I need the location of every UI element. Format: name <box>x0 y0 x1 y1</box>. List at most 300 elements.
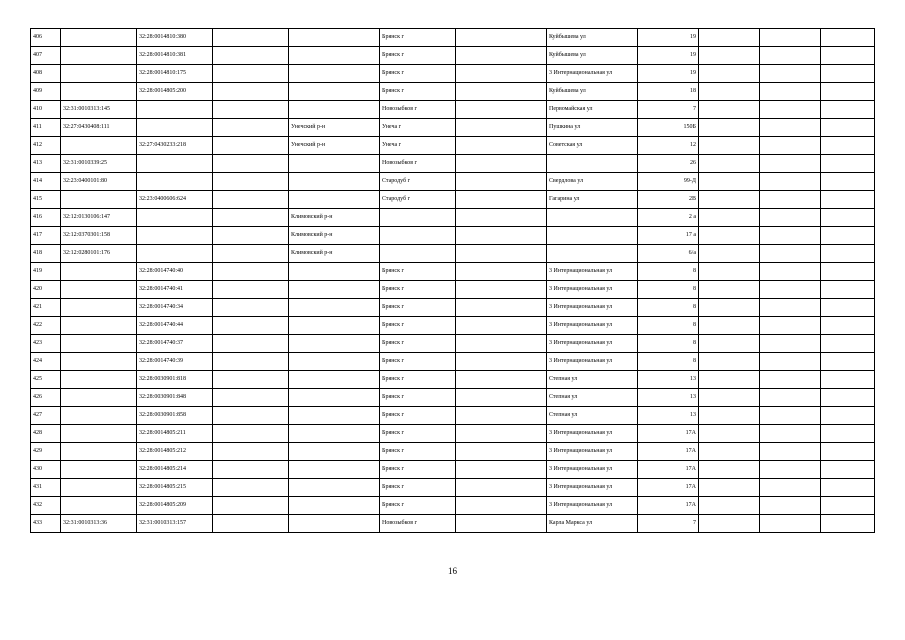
cell-cell <box>213 479 289 497</box>
house-number-cell: 26 <box>638 155 699 173</box>
cell-cell <box>760 389 821 407</box>
cell-cell <box>456 353 547 371</box>
house-number-cell: 8 <box>638 317 699 335</box>
cell-cell <box>821 209 875 227</box>
house-number-cell: 2 а <box>638 209 699 227</box>
cell-cell <box>760 245 821 263</box>
cell-cell <box>456 29 547 47</box>
cell-cell <box>760 83 821 101</box>
table-row <box>31 497 875 515</box>
row-number-cell: 431 <box>31 479 61 497</box>
street-cell: Первомайская ул <box>547 101 638 119</box>
street-cell: 3 Интернациональная ул <box>547 263 638 281</box>
row-number-cell: 432 <box>31 497 61 515</box>
cell-cell <box>699 389 760 407</box>
street-cell: Свердлова ул <box>547 173 638 191</box>
row-number-cell: 413 <box>31 155 61 173</box>
cadastral-number-2-cell: 32:28:0014805:211 <box>137 425 213 443</box>
cell-cell <box>699 191 760 209</box>
house-number-cell: 17А <box>638 461 699 479</box>
cell-cell <box>456 443 547 461</box>
cell-cell <box>699 479 760 497</box>
locality-cell <box>380 209 456 227</box>
table-row <box>31 317 875 335</box>
table-row <box>31 209 875 227</box>
row-number-cell: 433 <box>31 515 61 533</box>
cell-cell <box>213 299 289 317</box>
cadastral-number-2-cell: 32:28:0030901:858 <box>137 407 213 425</box>
cell-cell <box>699 461 760 479</box>
locality-cell: Новозыбков г <box>380 101 456 119</box>
district-cell: Климовский р-н <box>289 245 380 263</box>
row-number-cell: 429 <box>31 443 61 461</box>
cell-cell <box>760 173 821 191</box>
cadastral-number-cell <box>61 443 137 461</box>
cadastral-number-cell <box>61 335 137 353</box>
street-cell: 3 Интернациональная ул <box>547 497 638 515</box>
cadastral-number-2-cell: 32:28:0014740:41 <box>137 281 213 299</box>
cell-cell <box>213 371 289 389</box>
row-number-cell: 411 <box>31 119 61 137</box>
cell-cell <box>213 65 289 83</box>
page-number: 16 <box>448 566 457 576</box>
cell-cell <box>213 137 289 155</box>
row-number-cell: 412 <box>31 137 61 155</box>
street-cell <box>547 227 638 245</box>
house-number-cell: 7 <box>638 101 699 119</box>
district-cell <box>289 407 380 425</box>
cell-cell <box>456 119 547 137</box>
cell-cell <box>821 497 875 515</box>
cadastral-number-2-cell: 32:28:0014740:39 <box>137 353 213 371</box>
street-cell: Куйбышева ул <box>547 47 638 65</box>
house-number-cell: 8 <box>638 353 699 371</box>
row-number-cell: 409 <box>31 83 61 101</box>
cell-cell <box>456 83 547 101</box>
cadastral-number-cell: 32:12:0130106:147 <box>61 209 137 227</box>
locality-cell: Стародуб г <box>380 191 456 209</box>
table-row <box>31 425 875 443</box>
cell-cell <box>821 47 875 65</box>
district-cell <box>289 299 380 317</box>
cell-cell <box>699 209 760 227</box>
house-number-cell: 8 <box>638 335 699 353</box>
row-number-cell: 418 <box>31 245 61 263</box>
table-body <box>31 29 875 533</box>
cell-cell <box>456 173 547 191</box>
district-cell <box>289 353 380 371</box>
locality-cell: Брянск г <box>380 479 456 497</box>
cell-cell <box>760 137 821 155</box>
house-number-cell: 17А <box>638 497 699 515</box>
table-row <box>31 389 875 407</box>
cell-cell <box>760 155 821 173</box>
table-row <box>31 281 875 299</box>
locality-cell: Брянск г <box>380 371 456 389</box>
cadastral-number-cell <box>61 389 137 407</box>
cadastral-number-2-cell: 32:28:0014810:380 <box>137 29 213 47</box>
locality-cell: Брянск г <box>380 443 456 461</box>
cadastral-number-cell <box>61 65 137 83</box>
district-cell <box>289 497 380 515</box>
street-cell: Карла Маркса ул <box>547 515 638 533</box>
row-number-cell: 427 <box>31 407 61 425</box>
cell-cell <box>213 317 289 335</box>
table-row <box>31 191 875 209</box>
cell-cell <box>699 263 760 281</box>
cell-cell <box>699 407 760 425</box>
house-number-cell: 8 <box>638 299 699 317</box>
locality-cell: Брянск г <box>380 83 456 101</box>
locality-cell: Унеча г <box>380 119 456 137</box>
row-number-cell: 421 <box>31 299 61 317</box>
cell-cell <box>821 191 875 209</box>
table-row <box>31 83 875 101</box>
locality-cell: Брянск г <box>380 425 456 443</box>
cell-cell <box>821 335 875 353</box>
locality-cell: Брянск г <box>380 281 456 299</box>
cell-cell <box>821 155 875 173</box>
cell-cell <box>699 299 760 317</box>
cell-cell <box>213 497 289 515</box>
district-cell: Унечский р-н <box>289 119 380 137</box>
locality-cell: Брянск г <box>380 389 456 407</box>
cadastral-number-cell: 32:31:0010339:25 <box>61 155 137 173</box>
cell-cell <box>821 29 875 47</box>
cell-cell <box>821 389 875 407</box>
cell-cell <box>456 371 547 389</box>
table-row <box>31 461 875 479</box>
row-number-cell: 425 <box>31 371 61 389</box>
table-row <box>31 119 875 137</box>
cell-cell <box>699 425 760 443</box>
cadastral-number-cell <box>61 425 137 443</box>
cell-cell <box>760 119 821 137</box>
cell-cell <box>456 425 547 443</box>
house-number-cell: 8 <box>638 281 699 299</box>
district-cell <box>289 317 380 335</box>
district-cell <box>289 155 380 173</box>
cell-cell <box>213 515 289 533</box>
cadastral-number-2-cell: 32:28:0014805:214 <box>137 461 213 479</box>
house-number-cell: 18 <box>638 83 699 101</box>
cell-cell <box>760 317 821 335</box>
district-cell <box>289 425 380 443</box>
cadastral-number-cell: 32:23:0400101:80 <box>61 173 137 191</box>
cell-cell <box>456 389 547 407</box>
cell-cell <box>456 263 547 281</box>
locality-cell: Брянск г <box>380 461 456 479</box>
row-number-cell: 415 <box>31 191 61 209</box>
street-cell <box>547 155 638 173</box>
cell-cell <box>699 173 760 191</box>
table-row <box>31 155 875 173</box>
table-row <box>31 515 875 533</box>
street-cell: 3 Интернациональная ул <box>547 281 638 299</box>
district-cell <box>289 281 380 299</box>
cadastral-number-2-cell <box>137 209 213 227</box>
cell-cell <box>760 209 821 227</box>
row-number-cell: 430 <box>31 461 61 479</box>
locality-cell: Брянск г <box>380 353 456 371</box>
district-cell <box>289 101 380 119</box>
cadastral-number-cell <box>61 317 137 335</box>
street-cell: 3 Интернациональная ул <box>547 461 638 479</box>
table-row <box>31 263 875 281</box>
cell-cell <box>456 137 547 155</box>
locality-cell <box>380 245 456 263</box>
district-cell <box>289 29 380 47</box>
cadastral-number-cell <box>61 407 137 425</box>
cell-cell <box>821 317 875 335</box>
row-number-cell: 410 <box>31 101 61 119</box>
table-row <box>31 353 875 371</box>
cell-cell <box>213 425 289 443</box>
cell-cell <box>213 263 289 281</box>
cadastral-number-cell <box>61 137 137 155</box>
cell-cell <box>760 101 821 119</box>
cell-cell <box>213 227 289 245</box>
street-cell: 3 Интернациональная ул <box>547 335 638 353</box>
cadastral-number-2-cell: 32:28:0014805:212 <box>137 443 213 461</box>
locality-cell: Стародуб г <box>380 173 456 191</box>
cell-cell <box>213 335 289 353</box>
cell-cell <box>821 101 875 119</box>
locality-cell: Новозыбков г <box>380 515 456 533</box>
cell-cell <box>456 65 547 83</box>
district-cell <box>289 263 380 281</box>
cadastral-number-2-cell <box>137 227 213 245</box>
cadastral-number-2-cell: 32:28:0014740:44 <box>137 317 213 335</box>
cadastral-number-2-cell: 32:27:0430233:218 <box>137 137 213 155</box>
cadastral-number-cell <box>61 281 137 299</box>
cell-cell <box>456 479 547 497</box>
cell-cell <box>213 407 289 425</box>
cell-cell <box>699 245 760 263</box>
house-number-cell: 13 <box>638 407 699 425</box>
locality-cell: Брянск г <box>380 65 456 83</box>
cell-cell <box>699 515 760 533</box>
house-number-cell: 99-Д <box>638 173 699 191</box>
cell-cell <box>760 479 821 497</box>
cell-cell <box>699 119 760 137</box>
cadastral-number-2-cell: 32:28:0014805:209 <box>137 497 213 515</box>
cell-cell <box>699 65 760 83</box>
cell-cell <box>213 101 289 119</box>
table-row <box>31 299 875 317</box>
cadastral-number-cell: 32:31:0010313:145 <box>61 101 137 119</box>
table-row <box>31 173 875 191</box>
cell-cell <box>213 209 289 227</box>
cell-cell <box>821 65 875 83</box>
row-number-cell: 428 <box>31 425 61 443</box>
house-number-cell: 19 <box>638 47 699 65</box>
cell-cell <box>213 83 289 101</box>
cadastral-number-2-cell: 32:28:0014740:34 <box>137 299 213 317</box>
cadastral-number-2-cell <box>137 245 213 263</box>
district-cell <box>289 389 380 407</box>
house-number-cell: 12 <box>638 137 699 155</box>
cell-cell <box>213 155 289 173</box>
cell-cell <box>213 47 289 65</box>
house-number-cell: 2В <box>638 191 699 209</box>
cadastral-number-cell: 32:27:0430408:111 <box>61 119 137 137</box>
cell-cell <box>699 497 760 515</box>
cell-cell <box>821 119 875 137</box>
cell-cell <box>760 443 821 461</box>
house-number-cell: 19 <box>638 29 699 47</box>
cadastral-number-2-cell: 32:31:0010313:157 <box>137 515 213 533</box>
cell-cell <box>760 425 821 443</box>
house-number-cell: 8 <box>638 263 699 281</box>
street-cell: 3 Интернациональная ул <box>547 353 638 371</box>
cadastral-number-2-cell <box>137 101 213 119</box>
cadastral-number-cell <box>61 29 137 47</box>
district-cell: Унечский р-н <box>289 137 380 155</box>
cell-cell <box>760 371 821 389</box>
cadastral-number-cell <box>61 191 137 209</box>
cell-cell <box>699 29 760 47</box>
table-row <box>31 137 875 155</box>
house-number-cell: 13 <box>638 389 699 407</box>
cell-cell <box>821 245 875 263</box>
street-cell <box>547 209 638 227</box>
cadastral-number-2-cell: 32:28:0014805:215 <box>137 479 213 497</box>
row-number-cell: 420 <box>31 281 61 299</box>
locality-cell: Унеча г <box>380 137 456 155</box>
cell-cell <box>213 29 289 47</box>
cell-cell <box>456 101 547 119</box>
cadastral-number-cell <box>61 83 137 101</box>
cell-cell <box>821 227 875 245</box>
district-cell <box>289 173 380 191</box>
locality-cell: Брянск г <box>380 317 456 335</box>
house-number-cell: 17А <box>638 443 699 461</box>
cadastral-number-cell: 32:12:0370301:158 <box>61 227 137 245</box>
street-cell: Куйбышева ул <box>547 83 638 101</box>
cell-cell <box>821 263 875 281</box>
cell-cell <box>821 299 875 317</box>
cell-cell <box>760 281 821 299</box>
cell-cell <box>699 227 760 245</box>
cell-cell <box>213 173 289 191</box>
district-cell: Климовский р-н <box>289 227 380 245</box>
row-number-cell: 424 <box>31 353 61 371</box>
cadastral-number-cell <box>61 263 137 281</box>
cell-cell <box>821 371 875 389</box>
district-cell <box>289 479 380 497</box>
street-cell: 3 Интернациональная ул <box>547 317 638 335</box>
cell-cell <box>213 443 289 461</box>
house-number-cell: 19 <box>638 65 699 83</box>
cadastral-number-2-cell: 32:28:0014740:37 <box>137 335 213 353</box>
locality-cell: Брянск г <box>380 47 456 65</box>
cadastral-number-cell <box>61 497 137 515</box>
cadastral-number-cell <box>61 299 137 317</box>
row-number-cell: 426 <box>31 389 61 407</box>
street-cell: 3 Интернациональная ул <box>547 65 638 83</box>
cell-cell <box>213 119 289 137</box>
cell-cell <box>456 497 547 515</box>
cadastral-number-cell: 32:31:0010313:36 <box>61 515 137 533</box>
house-number-cell: 150Б <box>638 119 699 137</box>
cell-cell <box>456 335 547 353</box>
house-number-cell: 17 а <box>638 227 699 245</box>
district-cell <box>289 371 380 389</box>
locality-cell <box>380 227 456 245</box>
cadastral-number-2-cell <box>137 173 213 191</box>
cadastral-number-cell <box>61 371 137 389</box>
house-number-cell: 17А <box>638 425 699 443</box>
locality-cell: Брянск г <box>380 497 456 515</box>
house-number-cell: 13 <box>638 371 699 389</box>
cell-cell <box>821 407 875 425</box>
cell-cell <box>699 335 760 353</box>
cell-cell <box>699 137 760 155</box>
cell-cell <box>699 83 760 101</box>
cadastral-number-cell <box>61 47 137 65</box>
table-row <box>31 335 875 353</box>
cell-cell <box>699 317 760 335</box>
cell-cell <box>456 191 547 209</box>
row-number-cell: 422 <box>31 317 61 335</box>
cell-cell <box>821 515 875 533</box>
row-number-cell: 407 <box>31 47 61 65</box>
cell-cell <box>760 191 821 209</box>
row-number-cell: 414 <box>31 173 61 191</box>
cell-cell <box>760 47 821 65</box>
cell-cell <box>760 29 821 47</box>
table-row <box>31 371 875 389</box>
cell-cell <box>699 281 760 299</box>
cell-cell <box>456 317 547 335</box>
locality-cell: Брянск г <box>380 335 456 353</box>
cell-cell <box>456 281 547 299</box>
cell-cell <box>760 299 821 317</box>
row-number-cell: 416 <box>31 209 61 227</box>
street-cell: Гагарина ул <box>547 191 638 209</box>
locality-cell: Новозыбков г <box>380 155 456 173</box>
locality-cell: Брянск г <box>380 299 456 317</box>
district-cell <box>289 461 380 479</box>
street-cell: 3 Интернациональная ул <box>547 299 638 317</box>
cadastral-number-cell: 32:12:0280101:176 <box>61 245 137 263</box>
register-table <box>30 28 875 533</box>
street-cell: Советская ул <box>547 137 638 155</box>
cell-cell <box>456 461 547 479</box>
district-cell <box>289 443 380 461</box>
table-row <box>31 65 875 83</box>
street-cell: Пушкина ул <box>547 119 638 137</box>
cell-cell <box>699 443 760 461</box>
cadastral-number-2-cell: 32:28:0014805:200 <box>137 83 213 101</box>
cell-cell <box>456 245 547 263</box>
cadastral-number-2-cell <box>137 155 213 173</box>
cell-cell <box>456 407 547 425</box>
cell-cell <box>213 353 289 371</box>
cell-cell <box>760 353 821 371</box>
street-cell: 3 Интернациональная ул <box>547 425 638 443</box>
cell-cell <box>821 281 875 299</box>
street-cell <box>547 245 638 263</box>
street-cell: Степная ул <box>547 407 638 425</box>
district-cell <box>289 65 380 83</box>
cadastral-number-2-cell: 32:28:0014740:40 <box>137 263 213 281</box>
table-row <box>31 407 875 425</box>
house-number-cell: 17А <box>638 479 699 497</box>
cell-cell <box>821 137 875 155</box>
house-number-cell: 7 <box>638 515 699 533</box>
